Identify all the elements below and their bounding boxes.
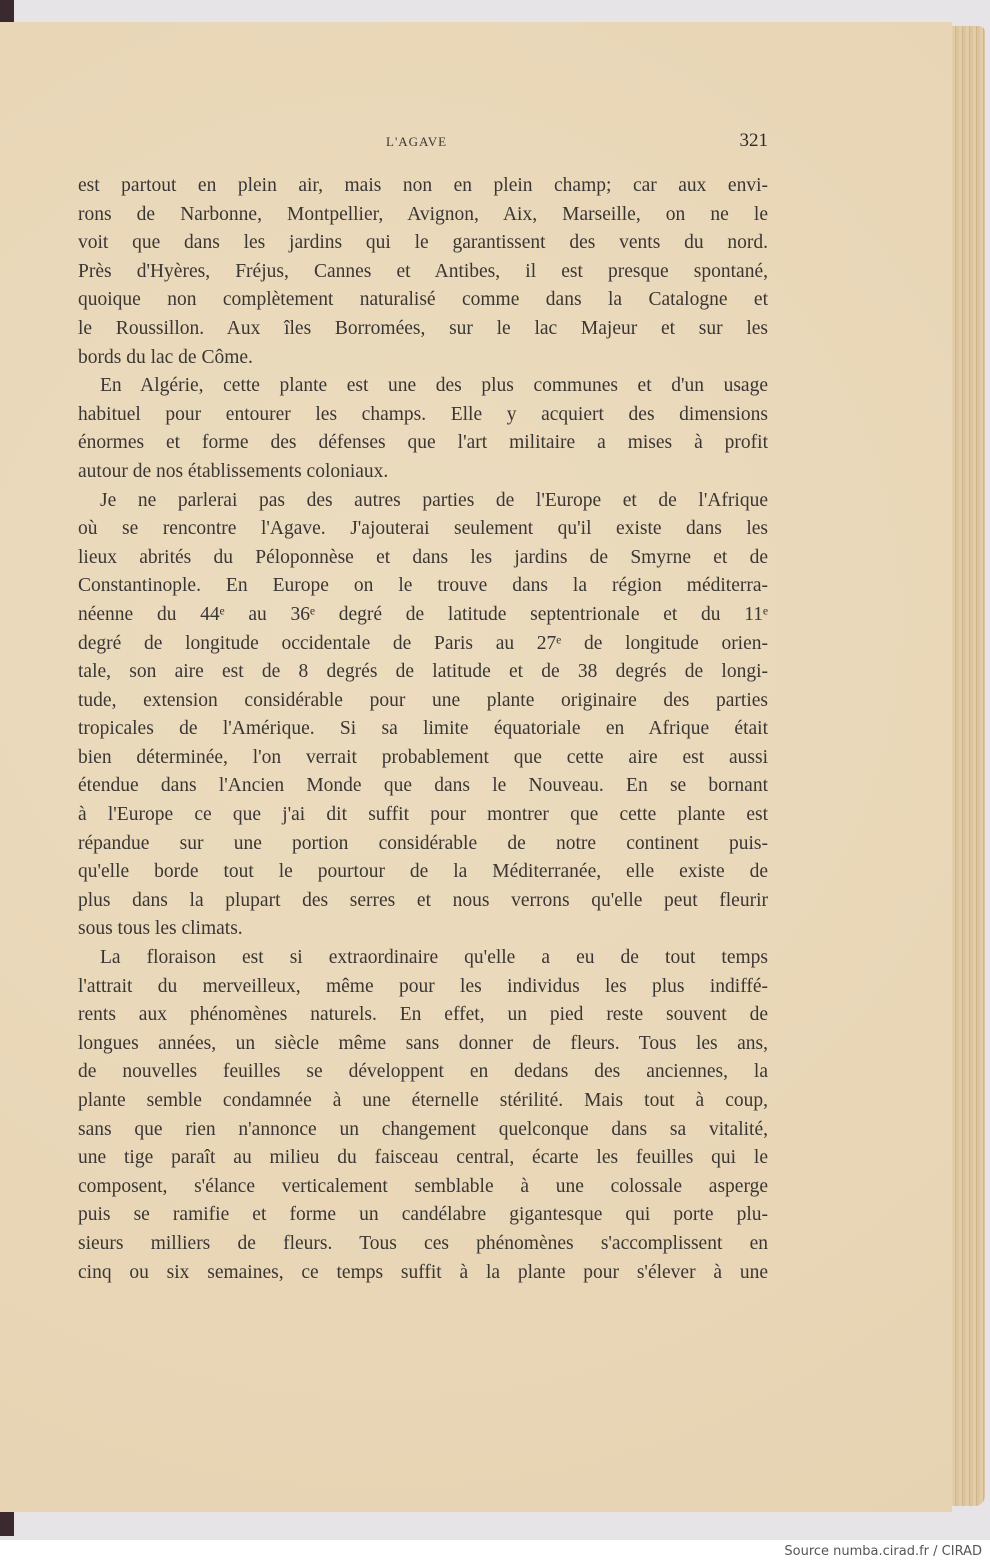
text-line: voit que dans les jardins qui le garantissent des vents du nord. xyxy=(78,232,768,254)
source-credit: Source numba.cirad.fr / CIRAD xyxy=(784,1544,982,1559)
page-header xyxy=(78,130,768,154)
text-line: Je ne parlerai pas des autres parties de l'Europe et de l'Afrique xyxy=(100,489,768,511)
text-line: répandue sur une portion considérable de notre continent puis- xyxy=(78,832,768,854)
text-line: habituel pour entourer les champs. Elle y acquiert des dimensions xyxy=(78,403,768,425)
text-line: est partout en plein air, mais non en plein champ; car aux envi- xyxy=(78,175,768,196)
text-line: sieurs milliers de fleurs. Tous ces phénomènes s'accomplissent en xyxy=(78,1232,768,1254)
text-line: néenne du 44ᵉ au 36ᵉ degré de latitude septentrionale et du 11ᵉ xyxy=(78,603,768,625)
running-title: L'AGAVE xyxy=(386,134,448,149)
text-line: rons de Narbonne, Montpellier, Avignon, Aix, Marseille, on ne le xyxy=(78,203,768,225)
text-line: où se rencontre l'Agave. J'ajouterai seulement qu'il existe dans les xyxy=(78,518,768,540)
text-line: à l'Europe ce que j'ai dit suffit pour montrer que cette plante est xyxy=(78,804,768,826)
text-line: tude, extension considérable pour une plante originaire des parties xyxy=(78,689,768,711)
text-line: sous tous les climats. xyxy=(78,918,243,940)
text-line: La floraison est si extraordinaire qu'elle a eu de tout temps xyxy=(100,947,768,969)
text-line: bords du lac de Côme. xyxy=(78,346,253,368)
text-line: qu'elle borde tout le pourtour de la Méditerranée, elle existe de xyxy=(78,861,768,883)
text-line: cinq ou six semaines, ce temps suffit à la plante pour s'élever à une xyxy=(78,1261,768,1283)
text-line: longues années, un siècle même sans donner de fleurs. Tous les ans, xyxy=(78,1032,768,1054)
body-text xyxy=(78,172,768,1287)
binding-edge-bottom xyxy=(0,1512,14,1536)
text-line: quoique non complètement naturalisé comme dans la Catalogne et xyxy=(78,289,768,311)
text-line: l'attrait du merveilleux, même pour les individus les plus indiffé- xyxy=(78,975,768,997)
text-line: sans que rien n'annonce un changement quelconque dans sa vitalité, xyxy=(78,1118,768,1140)
text-line: composent, s'élance verticalement semblable à une colossale asperge xyxy=(78,1175,768,1197)
text-line: Près d'Hyères, Fréjus, Cannes et Antibes, il est presque spontané, xyxy=(78,260,768,282)
text-line: étendue dans l'Ancien Monde que dans le Nouveau. En se bornant xyxy=(78,775,768,797)
text-line: Constantinople. En Europe on le trouve dans la région méditerra- xyxy=(78,575,768,597)
text-line: autour de nos établissements coloniaux. xyxy=(78,460,389,482)
text-line: bien déterminée, l'on verrait probablement que cette aire est aussi xyxy=(78,746,768,768)
page-number: 321 xyxy=(739,130,768,151)
text-line: puis se ramifie et forme un candélabre gigantesque qui porte plu- xyxy=(78,1204,768,1226)
text-line: une tige paraît au milieu du faisceau central, écarte les feuilles qui le xyxy=(78,1147,768,1169)
text-line: plus dans la plupart des serres et nous verrons qu'elle peut fleurir xyxy=(78,889,768,911)
text-line: tropicales de l'Amérique. Si sa limite équatoriale en Afrique était xyxy=(78,718,768,740)
text-line: lieux abrités du Péloponnèse et dans les jardins de Smyrne et de xyxy=(78,546,768,568)
text-line: degré de longitude occidentale de Paris au 27ᵉ de longitude orien- xyxy=(78,632,768,654)
text-line: En Algérie, cette plante est une des plus communes et d'un usage xyxy=(100,375,768,397)
text-line: énormes et forme des défenses que l'art militaire a mises à profit xyxy=(78,432,768,454)
text-line: le Roussillon. Aux îles Borromées, sur le lac Majeur et sur les xyxy=(78,317,768,339)
text-line: tale, son aire est de 8 degrés de latitude et de 38 degrés de longi- xyxy=(78,661,768,683)
text-line: de nouvelles feuilles se développent en dedans des anciennes, la xyxy=(78,1061,768,1083)
text-line: rents aux phénomènes naturels. En effet, un pied reste souvent de xyxy=(78,1004,768,1026)
text-line: plante semble condamnée à une éternelle stérilité. Mais tout à coup, xyxy=(78,1090,768,1111)
